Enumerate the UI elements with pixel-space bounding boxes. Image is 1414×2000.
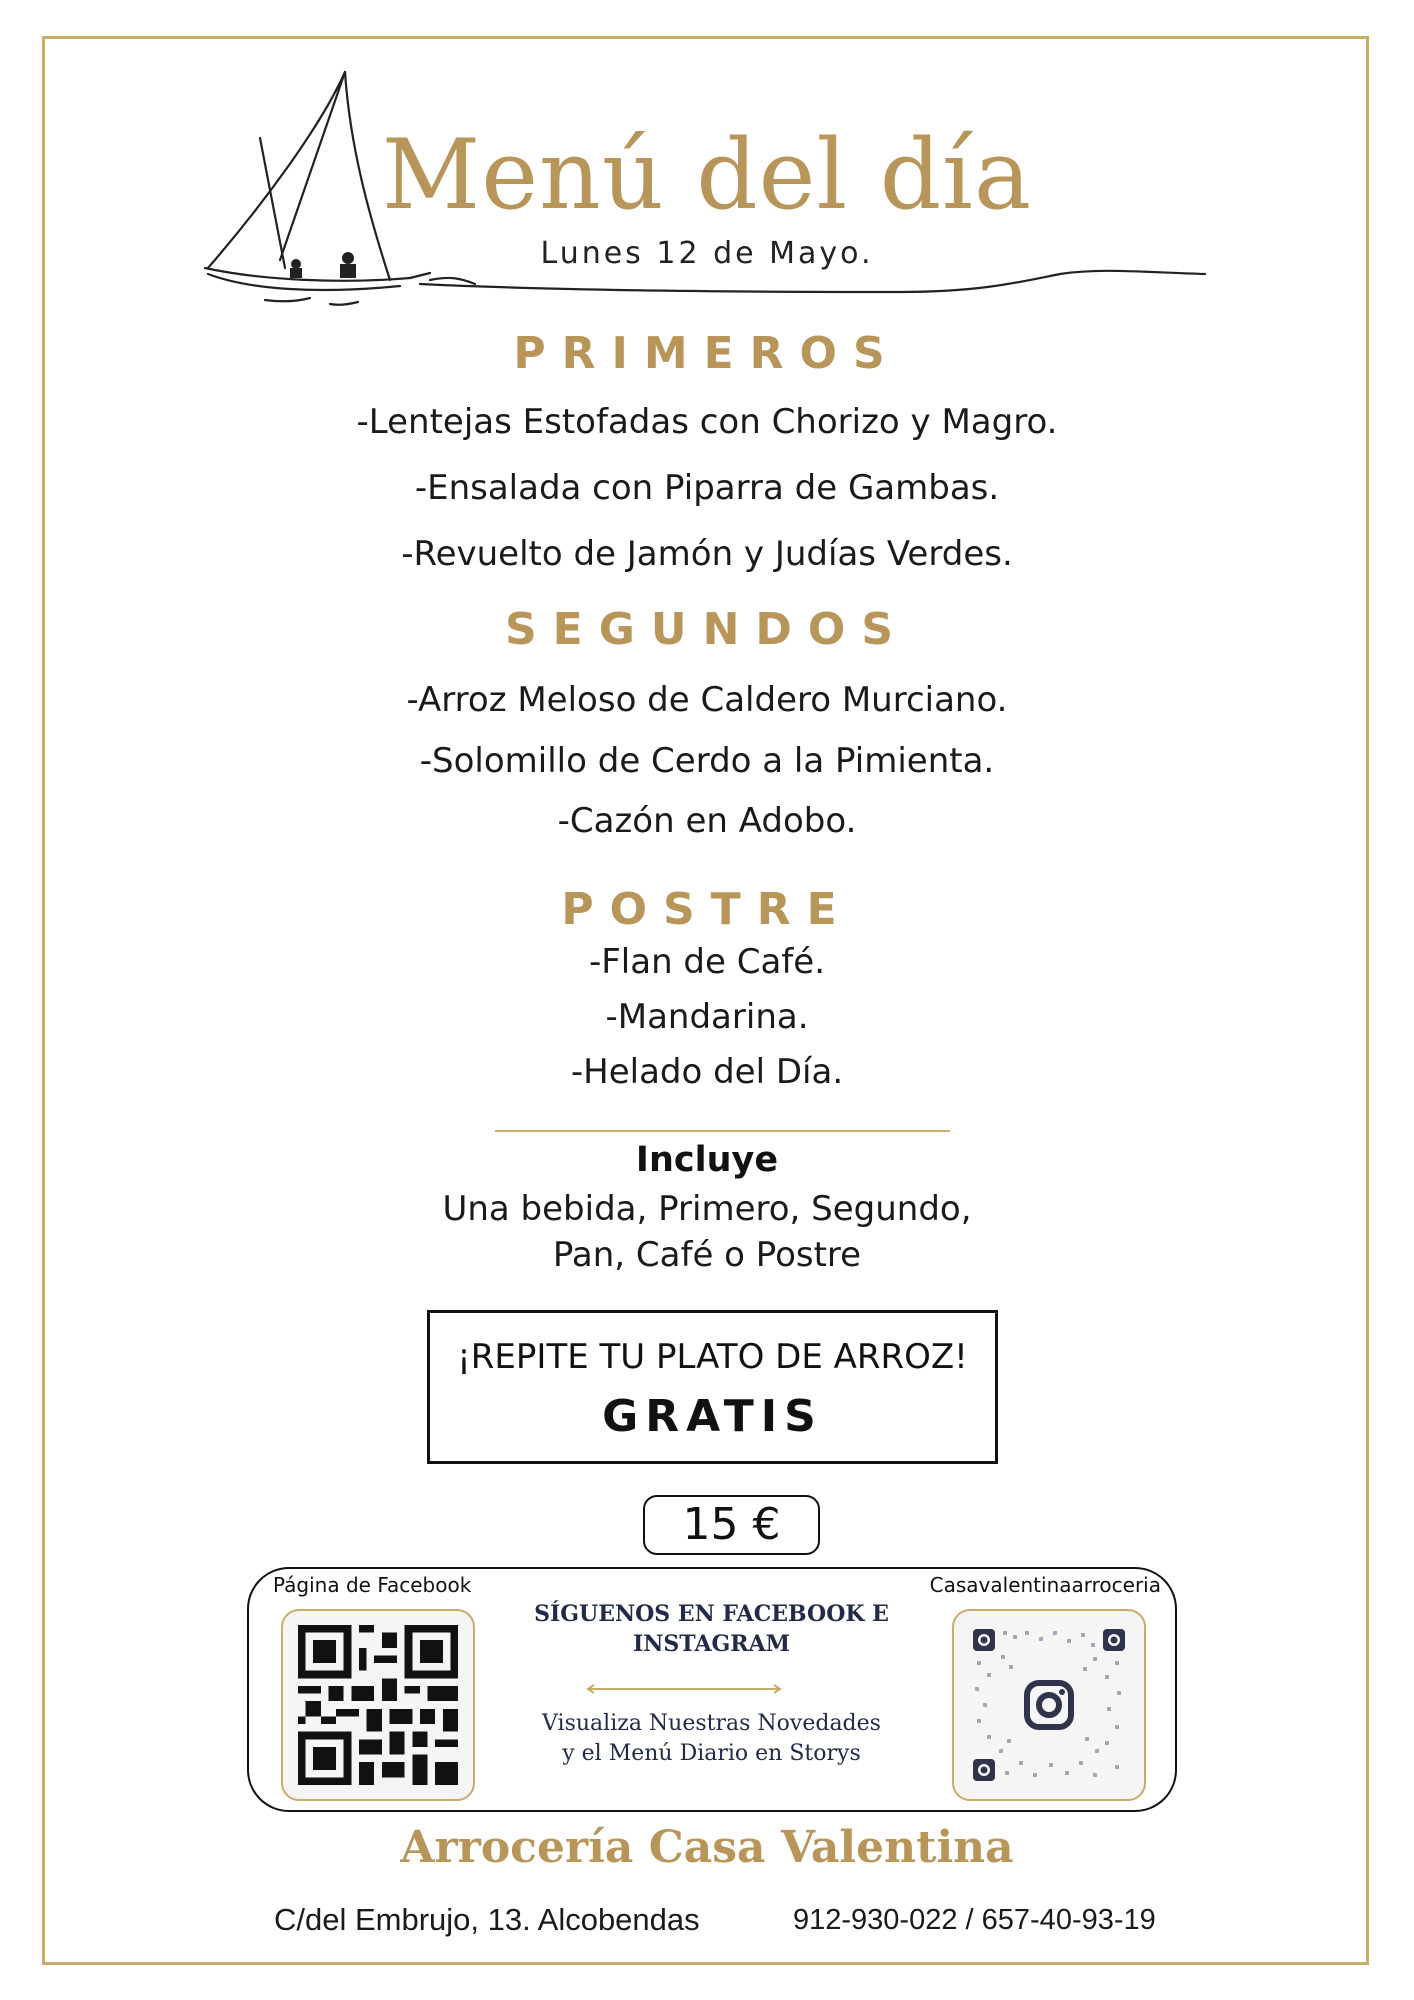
follow-line: INSTAGRAM <box>632 1631 791 1657</box>
section-title-primeros: PRIMEROS <box>513 328 901 379</box>
dish-item: -Lentejas Estofadas con Chorizo y Magro. <box>356 402 1058 442</box>
promo-box <box>427 1310 998 1464</box>
includes-title: Incluye <box>635 1140 779 1180</box>
qr-code-icon <box>298 1625 458 1785</box>
dish-item: -Cazón en Adobo. <box>557 801 857 841</box>
dish-item: -Helado del Día. <box>570 1052 844 1092</box>
includes-text <box>0 1186 1414 1278</box>
menu-title: Menú del día <box>381 119 1033 231</box>
follow-sub-line: Visualiza Nuestras Novedades <box>542 1711 881 1736</box>
social-panel <box>247 1567 1177 1812</box>
double-arrow-icon <box>584 1683 784 1695</box>
instagram-icon <box>969 1625 1129 1785</box>
follow-sub-line: y el Menú Diario en Storys <box>562 1741 861 1766</box>
section-title-postre: POSTRE <box>561 884 853 935</box>
follow-line: SÍGUENOS EN FACEBOOK E <box>534 1601 889 1627</box>
dish-item: -Mandarina. <box>605 997 809 1037</box>
promo-highlight: GRATIS <box>602 1391 823 1442</box>
address-text: C/del Embrujo, 13. Alcobendas <box>274 1902 700 1937</box>
includes-line: Pan, Café o Postre <box>552 1235 862 1275</box>
facebook-qr-card[interactable] <box>281 1609 475 1801</box>
dish-item: -Arroz Meloso de Caldero Murciano. <box>406 680 1008 720</box>
instagram-label: Casavalentinaarroceria <box>929 1573 1161 1597</box>
price-badge: 15 € <box>643 1495 820 1555</box>
promo-text: ¡REPITE TU PLATO DE ARROZ! <box>457 1337 968 1377</box>
dish-item: -Solomillo de Cerdo a la Pimienta. <box>419 741 995 781</box>
instagram-qr-card[interactable] <box>952 1609 1146 1801</box>
restaurant-name: Arrocería Casa Valentina <box>400 1822 1014 1873</box>
dish-item: -Revuelto de Jamón y Judías Verdes. <box>401 534 1013 574</box>
divider <box>495 1130 950 1132</box>
section-title-segundos: SEGUNDOS <box>504 604 910 655</box>
follow-title <box>494 1599 929 1659</box>
menu-date: Lunes 12 de Mayo. <box>540 236 874 271</box>
follow-subtitle <box>494 1709 929 1769</box>
dish-item: -Flan de Café. <box>588 942 826 982</box>
includes-line: Una bebida, Primero, Segundo, <box>442 1189 972 1229</box>
dish-item: -Ensalada con Piparra de Gambas. <box>414 468 1000 508</box>
phone-text: 912-930-022 / 657-40-93-19 <box>793 1904 1156 1936</box>
facebook-label: Página de Facebook <box>273 1573 472 1597</box>
